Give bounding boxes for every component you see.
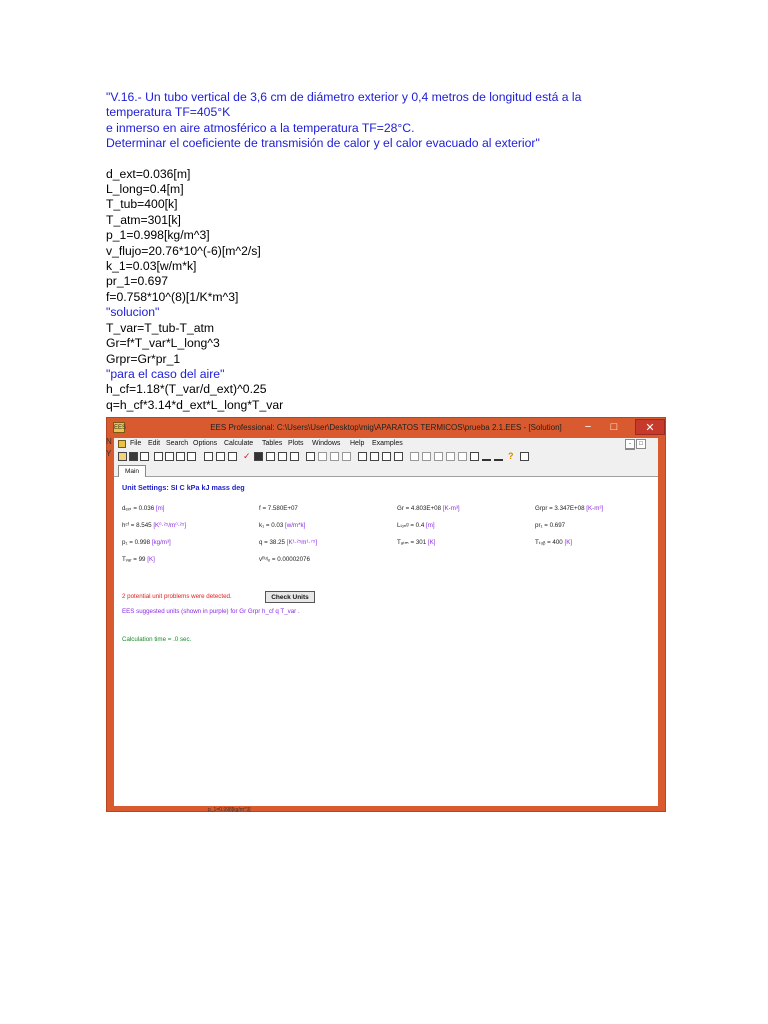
tab-main[interactable]: Main (118, 465, 146, 477)
code-line: L_long=0.4[m] (106, 182, 184, 197)
comment-solucion: "solucion" (106, 305, 160, 320)
check-units-button[interactable]: Check Units (265, 591, 315, 603)
plot-window-icon[interactable] (370, 452, 379, 461)
menu-search[interactable]: Search (166, 440, 189, 447)
menu-edit[interactable]: Edit (148, 440, 161, 447)
result-d-ext: dₑₓₜ = 0.036 [m] (122, 505, 165, 512)
help-icon[interactable]: ? (508, 451, 514, 461)
copy-icon[interactable] (165, 452, 174, 461)
menu-tables[interactable]: Tables (262, 440, 283, 447)
menu-file[interactable]: File (130, 440, 142, 447)
open-icon[interactable] (118, 452, 127, 461)
table-icon[interactable] (318, 452, 327, 461)
code-line: p_1=0.998[kg/m^3] (106, 228, 210, 243)
code-line: pr_1=0.697 (106, 274, 169, 289)
functions-icon[interactable] (494, 452, 503, 461)
menu-examples[interactable]: Examples (372, 440, 403, 447)
toolbar (114, 450, 658, 464)
underlying-equation-fragment: p_1=0.998[kg/m^3] (208, 807, 251, 813)
problem-statement (106, 90, 666, 152)
code-line: q=h_cf*3.14*d_ext*L_long*T_var (106, 397, 284, 412)
tips-icon[interactable] (520, 452, 529, 461)
close-button[interactable]: ✕ (635, 419, 665, 435)
save-icon[interactable] (129, 452, 138, 461)
parametric-icon[interactable] (290, 452, 299, 461)
calculation-time: Calculation time = .0 sec. (122, 636, 192, 643)
result-l-long: Lₗₒₙᵍ = 0.4 [m] (397, 522, 435, 529)
underlying-window-edge: N (106, 437, 112, 446)
mdi-restore-icon[interactable]: □ (636, 439, 646, 449)
diagram-icon[interactable] (382, 452, 391, 461)
result-grpr: Grpr = 3.347E+08 [K-m³] (535, 505, 604, 512)
code-line: v_flujo=20.76*10^(-6)[m^2/s] (106, 243, 261, 258)
app-menu-icon[interactable] (118, 440, 126, 448)
mdi-controls (624, 439, 654, 448)
menu-options[interactable]: Options (193, 440, 218, 447)
residuals-icon[interactable] (458, 452, 467, 461)
result-p-1: p₁ = 0.998 [kg/m³] (122, 539, 171, 546)
menu-plots[interactable]: Plots (288, 440, 304, 447)
code-line: T_tub=400[k] (106, 197, 178, 212)
result-t-atm: Tₐₜₘ = 301 [K] (397, 539, 436, 546)
code-line: f=0.758*10^(8)[1/K*m^3] (106, 289, 239, 304)
solve-icon[interactable] (266, 452, 275, 461)
unit-warning: 2 potential unit problems were detected. (122, 593, 232, 600)
underlying-window-edge: Y (106, 449, 112, 458)
code-line: T_atm=301[k] (106, 212, 181, 227)
plot-icon[interactable] (358, 452, 367, 461)
info-icon[interactable] (204, 452, 213, 461)
result-q: q = 38.25 [K¹·²⁵m¹·⁷⁵] (259, 539, 318, 546)
code-line: h_cf=1.18*(T_var/d_ext)^0.25 (106, 382, 267, 397)
problem-line: e inmerso en aire atmosférico a la temperatura TF=28°C. (106, 120, 415, 135)
comment-aire: "para el caso del aire" (106, 366, 225, 381)
menu-bar (114, 438, 658, 450)
tab-strip (114, 464, 658, 477)
result-t-tub: Tₜᵤᵦ = 400 [K] (535, 539, 573, 546)
mdi-minimize-icon[interactable]: - (625, 439, 635, 449)
solution-pane (114, 477, 658, 806)
result-h-cf: hᶜᶠ = 8.545 [K⁰·²⁵/m⁰·²⁵] (122, 522, 187, 529)
cut-icon[interactable] (154, 452, 163, 461)
units-icon[interactable] (482, 452, 491, 461)
formatted-equations-icon[interactable] (228, 452, 237, 461)
calculator-icon[interactable] (254, 452, 263, 461)
window-icon[interactable] (410, 452, 419, 461)
code-line: T_var=T_tub-T_atm (106, 320, 215, 335)
menu-calculate[interactable]: Calculate (224, 440, 254, 447)
code-line: Gr=f*T_var*L_long^3 (106, 336, 220, 351)
result-v-flujo: vᶠˡᵘʲₒ = 0.00002076 (259, 556, 310, 563)
check-icon[interactable]: ✓ (243, 451, 251, 461)
paste-icon[interactable] (176, 452, 185, 461)
result-f: f = 7.580E+07 (259, 505, 298, 512)
equations-icon[interactable] (216, 452, 225, 461)
undo-icon[interactable] (187, 452, 196, 461)
problem-line: "V.16.- Un tubo vertical de 3,6 cm de diámetro exterior y 0,4 metros de longitud está a la (106, 90, 582, 104)
result-pr-1: pr₁ = 0.697 (535, 522, 566, 529)
problem-line: temperatura TF=405°K (106, 105, 231, 120)
window-title: EES Professional: C:\Users\User\Desktop\mig\APARATOS TERMICOS\prueba 2.1.EES - [Solution] (210, 423, 562, 432)
ees-icon: EES (113, 422, 125, 433)
monitor-icon[interactable] (470, 452, 479, 461)
document-text (106, 90, 666, 413)
menu-help[interactable]: Help (350, 440, 365, 447)
print-icon[interactable] (140, 452, 149, 461)
menu-windows[interactable]: Windows (312, 440, 341, 447)
suggested-units-note: EES suggested units (shown in purple) for Gr Grpr h_cf q T_var . (122, 608, 300, 615)
report-icon[interactable] (394, 452, 403, 461)
result-gr: Gr = 4.803E+08 [K-m³] (397, 505, 460, 512)
code-line: Grpr=Gr*pr_1 (106, 351, 181, 366)
ees-window (106, 417, 666, 812)
code-block (106, 167, 666, 414)
lookup-icon[interactable] (330, 452, 339, 461)
arrange-icon[interactable] (446, 452, 455, 461)
new-table-icon[interactable] (306, 452, 315, 461)
unit-settings: Unit Settings: SI C kPa kJ mass deg (122, 483, 245, 492)
result-k-1: k₁ = 0.03 [w/m*k] (259, 522, 306, 529)
window-titlebar (107, 418, 665, 438)
result-t-var: Tᵥₐᵣ = 99 [K] (122, 556, 155, 563)
problem-line: Determinar el coeficiente de transmisión de calor y el calor evacuado al exterior" (106, 136, 540, 151)
cascade-icon[interactable] (434, 452, 443, 461)
minimize-button[interactable]: − (584, 421, 592, 433)
window-client (114, 438, 658, 806)
min-max-icon[interactable] (278, 452, 287, 461)
tile-icon[interactable] (422, 452, 431, 461)
maximize-button[interactable]: □ (610, 421, 618, 433)
array-icon[interactable] (342, 452, 351, 461)
code-line: d_ext=0.036[m] (106, 166, 191, 181)
code-line: k_1=0.03[w/m*k] (106, 259, 197, 274)
